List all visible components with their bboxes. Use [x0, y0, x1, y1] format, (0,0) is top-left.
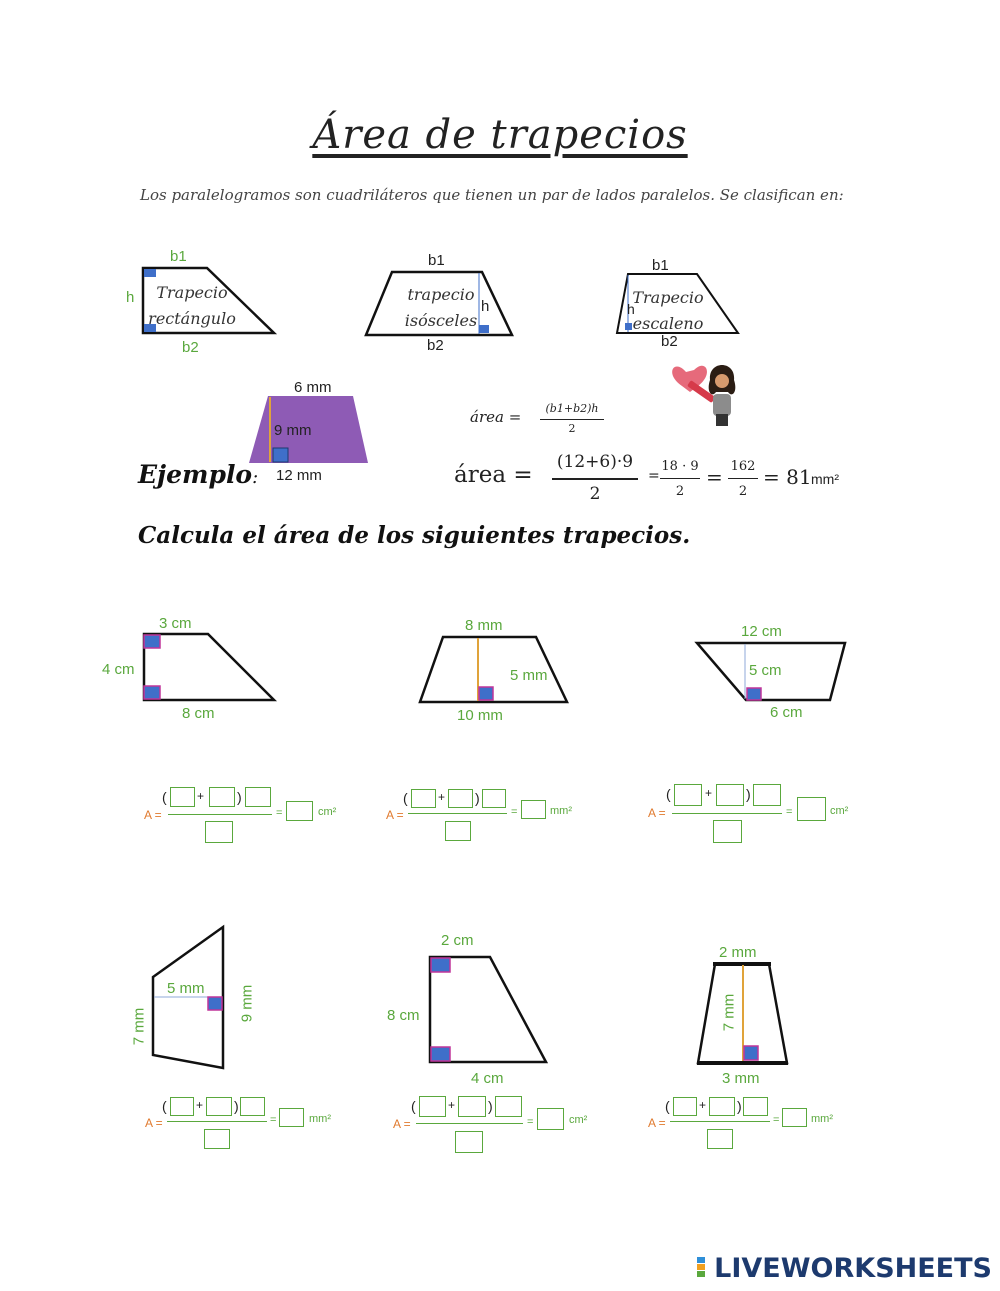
ex2-top-label: 8 mm	[465, 617, 503, 634]
close-paren: )	[737, 1098, 742, 1114]
fraction-bar	[670, 1121, 770, 1122]
open-paren: (	[403, 790, 408, 806]
fraction-bar	[168, 814, 272, 815]
fraction-bar	[416, 1123, 523, 1124]
ex5-b1-input[interactable]	[419, 1096, 446, 1117]
area-formula-denominator: 2	[568, 422, 576, 435]
calc-step1-prefix: =	[648, 468, 660, 484]
ex2-b1-input[interactable]	[411, 789, 436, 808]
close-paren: )	[746, 786, 751, 802]
ex6-top-label: 2 mm	[719, 944, 757, 961]
plus-sign: +	[197, 789, 205, 803]
area-formula-fraction-bar	[540, 419, 604, 420]
type1-h-label: h	[126, 289, 135, 306]
open-paren: (	[665, 1098, 670, 1114]
type2-b1-label: b1	[428, 252, 445, 269]
plus-sign: +	[705, 786, 713, 800]
right-angle-marker	[144, 635, 160, 648]
calc-step1-denominator: 2	[675, 484, 685, 499]
page-title: Área de trapecios	[312, 112, 688, 158]
intro-text: Los paralelogramos son cuadriláteros que tienen un par de lados paralelos. Se clasifican en:	[140, 186, 844, 204]
ex4-answer-input[interactable]	[279, 1108, 304, 1127]
ex4-unit: mm²	[309, 1113, 331, 1125]
ex3-unit: cm²	[830, 805, 849, 817]
type3-b1-label: b1	[652, 257, 669, 274]
calc-equals: =	[706, 465, 723, 489]
close-paren: )	[488, 1098, 493, 1114]
formula-a-label: A =	[648, 806, 666, 820]
ex2-bottom-label: 10 mm	[457, 707, 503, 724]
type2-b2-label: b2	[427, 337, 444, 354]
formula-a-label: A =	[145, 1116, 163, 1130]
ex2-b2-input[interactable]	[448, 789, 473, 808]
calc-lhs: área =	[454, 462, 533, 488]
calc-step2-numerator: 162	[730, 459, 756, 474]
ex3-divisor-input[interactable]	[713, 820, 742, 843]
ex4-bottom-label: 9 mm	[238, 984, 256, 1023]
type3-h-label: h	[627, 301, 635, 317]
ex6-bottom-label: 3 mm	[722, 1070, 760, 1087]
plus-sign: +	[438, 790, 446, 804]
ex2-unit: mm²	[550, 805, 572, 817]
ex6-b1-input[interactable]	[673, 1097, 697, 1116]
right-angle-marker	[208, 997, 222, 1010]
calc-step2-denominator: 2	[738, 484, 748, 499]
avatar-body	[713, 394, 731, 416]
type1-name-line2: rectángulo	[148, 309, 236, 328]
ex6-height-label: 7 mm	[720, 993, 738, 1032]
ex2-height-label: 5 mm	[510, 667, 548, 684]
open-paren: (	[162, 1098, 167, 1114]
ex6-unit: mm²	[811, 1113, 833, 1125]
ex3-top-label: 12 cm	[741, 623, 782, 640]
calc-step2-bar	[728, 478, 758, 479]
example-bottom-label: 12 mm	[276, 467, 322, 484]
ex5-answer-input[interactable]	[537, 1108, 564, 1130]
plus-sign: +	[448, 1098, 456, 1112]
right-angle-marker	[431, 1047, 450, 1061]
calc-numerator: (12+6)·9	[556, 452, 634, 472]
ex2-divisor-input[interactable]	[445, 821, 471, 841]
close-paren: )	[234, 1098, 239, 1114]
ex5-unit: cm²	[569, 1114, 588, 1126]
ex6-h-input[interactable]	[743, 1097, 768, 1116]
exercise1-trapezoid	[144, 634, 274, 700]
calc-denominator: 2	[589, 484, 601, 504]
ex3-height-label: 5 cm	[749, 662, 782, 679]
equals-sign: =	[527, 1116, 534, 1128]
equals-sign: =	[773, 1114, 780, 1126]
teacher-avatar-illustration	[668, 352, 748, 432]
ex3-b2-input[interactable]	[716, 784, 744, 806]
avatar-face	[715, 374, 729, 388]
equals-sign: =	[270, 1114, 277, 1126]
formula-a-label: A =	[386, 808, 404, 822]
ex4-h-input[interactable]	[240, 1097, 265, 1116]
ex5-h-input[interactable]	[495, 1096, 522, 1117]
exercise-row2-figures	[0, 920, 1000, 1080]
type3-name-line2: escaleno	[632, 314, 704, 333]
area-formula-numerator: (b1+b2)h	[545, 402, 599, 415]
equals-sign: =	[276, 807, 283, 819]
fraction-bar	[408, 813, 507, 814]
right-angle-marker	[744, 1046, 758, 1060]
right-angle-marker	[431, 958, 450, 972]
type1-name-line1: Trapecio	[156, 283, 228, 302]
avatar-legs	[716, 414, 728, 426]
calc-step1-bar	[660, 478, 700, 479]
fraction-bar	[672, 813, 782, 814]
brand-logo-icon	[697, 1257, 705, 1277]
formula-a-label: A =	[144, 808, 162, 822]
open-paren: (	[666, 786, 671, 802]
calc-result-unit: mm²	[811, 471, 839, 487]
type3-name	[626, 285, 710, 337]
open-paren: (	[162, 789, 167, 805]
right-angle-marker	[747, 688, 761, 700]
right-angle-marker	[144, 686, 160, 699]
ex3-h-input[interactable]	[753, 784, 781, 806]
close-paren: )	[475, 790, 480, 806]
example-top-label: 6 mm	[294, 379, 332, 396]
fraction-bar	[167, 1121, 267, 1122]
ex6-b2-input[interactable]	[709, 1097, 735, 1116]
type2-h-label: h	[481, 298, 490, 315]
ex6-answer-input[interactable]	[782, 1108, 807, 1127]
equals-sign: =	[511, 806, 518, 818]
ex1-bottom-label: 8 cm	[182, 705, 215, 722]
ex5-top-label: 2 cm	[441, 932, 474, 949]
ex5-divisor-input[interactable]	[455, 1131, 483, 1153]
ex1-height-label: 4 cm	[102, 661, 135, 678]
example-label-colon: :	[252, 467, 259, 488]
ex1-b2-input[interactable]	[209, 787, 235, 807]
brand-logo-text[interactable]: LIVEWORKSHEETS	[714, 1253, 992, 1284]
ex1-unit: cm²	[318, 806, 337, 818]
ex4-b2-input[interactable]	[206, 1097, 232, 1116]
formula-a-label: A =	[648, 1116, 666, 1130]
ex1-h-input[interactable]	[245, 787, 271, 807]
plus-sign: +	[196, 1098, 204, 1112]
type1-name	[146, 280, 238, 332]
calc-result: = 81	[763, 465, 812, 489]
ex5-height-label: 8 cm	[387, 1007, 420, 1024]
right-angle-marker	[273, 448, 288, 462]
type1-b2-label: b2	[182, 339, 199, 356]
ex5-b2-input[interactable]	[458, 1096, 486, 1117]
formula-a-label: A =	[393, 1117, 411, 1131]
ex3-bottom-label: 6 cm	[770, 704, 803, 721]
calc-fraction-bar	[552, 478, 638, 480]
type3-name-line1: Trapecio	[632, 288, 704, 307]
calc-step1-numerator: 18 · 9	[661, 459, 699, 474]
area-formula-lhs: área =	[470, 408, 522, 426]
close-paren: )	[237, 789, 242, 805]
type2-name	[396, 282, 486, 334]
ex1-divisor-input[interactable]	[205, 821, 233, 843]
instruction-text: Calcula el área de los siguientes trapecios.	[138, 522, 691, 549]
ex2-h-input[interactable]	[482, 789, 506, 808]
example-height-label: 9 mm	[274, 422, 312, 439]
ex5-bottom-label: 4 cm	[471, 1070, 504, 1087]
example-label-text: Ejemplo	[138, 460, 253, 489]
ex4-top-label: 5 mm	[167, 980, 205, 997]
ex4-b1-input[interactable]	[170, 1097, 194, 1116]
type2-name-line2: isósceles	[404, 311, 478, 330]
type1-b1-label: b1	[170, 248, 187, 265]
ex1-b1-input[interactable]	[170, 787, 195, 807]
ex4-divisor-input[interactable]	[204, 1129, 230, 1149]
ex1-answer-input[interactable]	[286, 801, 313, 821]
type2-name-line1: trapecio	[407, 285, 475, 304]
equals-sign: =	[786, 806, 793, 818]
ex6-divisor-input[interactable]	[707, 1129, 733, 1149]
ex3-b1-input[interactable]	[674, 784, 702, 806]
type3-b2-label: b2	[661, 333, 678, 350]
open-paren: (	[411, 1098, 416, 1114]
ex4-height-label: 7 mm	[130, 1007, 148, 1046]
ex2-answer-input[interactable]	[521, 800, 546, 819]
example-label	[138, 460, 258, 489]
ex3-answer-input[interactable]	[797, 797, 826, 821]
right-angle-marker	[479, 687, 493, 700]
plus-sign: +	[699, 1098, 707, 1112]
ex1-top-label: 3 cm	[159, 615, 192, 632]
right-angle-marker	[144, 269, 156, 277]
